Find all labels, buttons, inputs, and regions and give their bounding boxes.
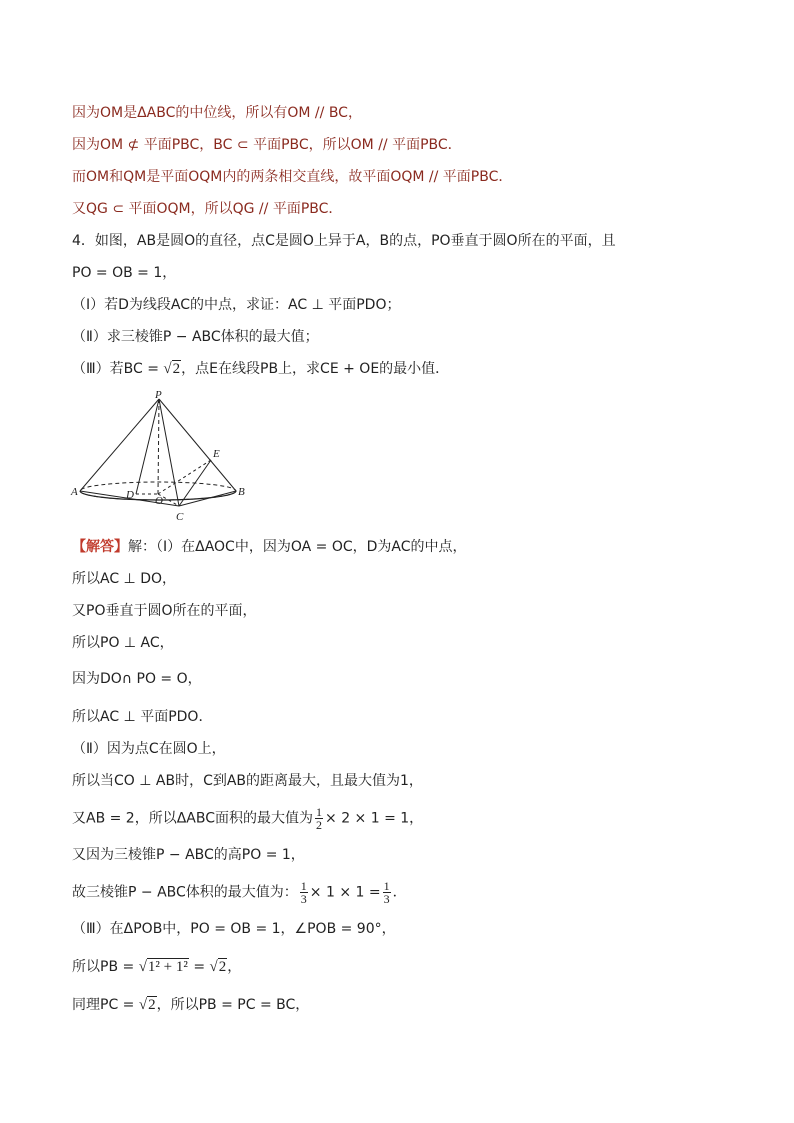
solution-s1: 解：（Ⅰ）在ΔAOC中，因为OA = OC，D为AC的中点， <box>128 539 467 555</box>
fraction-third-1 <box>300 880 308 905</box>
sqrt-2-radicand: 2 <box>172 361 181 377</box>
solution-line-6: 所以AC ⊥ 平面PDO． <box>72 709 213 725</box>
edge-PC <box>159 399 179 506</box>
solution-line-7: （Ⅱ）因为点C在圆O上， <box>72 741 226 757</box>
solution-line-4: 所以PO ⊥ AC， <box>72 635 174 651</box>
segment-OE <box>158 460 211 494</box>
label-C: C <box>176 511 184 523</box>
problem-part-1: （Ⅰ）若D为线段AC的中点，求证：AC ⊥ 平面PDO； <box>72 297 401 313</box>
problem-part-2: （Ⅱ）求三棱锥P − ABC体积的最大值； <box>72 329 319 345</box>
solution-line-2: 所以AC ⊥ DO， <box>72 571 177 587</box>
sqrt-2-symbol-b: √2 <box>209 959 227 975</box>
text-line-3: 而OM和QM是平面OQM内的两条相交直线，故平面OQM // 平面PBC． <box>72 169 513 185</box>
sqrt-2-symbol-c: √2 <box>138 997 156 1013</box>
edge-PA <box>80 399 159 491</box>
label-E: E <box>213 448 220 460</box>
label-P: P <box>155 390 162 401</box>
sqrt-2-radicand-c: 2 <box>148 997 156 1013</box>
problem-stem-b: PO = OB = 1， <box>72 265 177 281</box>
text-line-1: 因为OM是ΔABC的中位线，所以有OM // BC， <box>72 105 362 121</box>
part3-a: （Ⅲ）若BC = <box>72 361 164 377</box>
solution-line-12: （Ⅲ）在ΔPOB中，PO = OB = 1，∠POB = 90°， <box>72 921 396 937</box>
problem-part-3 <box>72 360 449 378</box>
solution-line-1 <box>72 538 467 556</box>
label-O: O <box>155 495 163 507</box>
sqrt-sum-radicand: 1² + 1² <box>147 959 188 975</box>
s14a: 同理PC = <box>72 997 139 1013</box>
sqrt-2-symbol: √2 <box>163 361 181 377</box>
third-2-denominator: 3 <box>383 892 390 906</box>
text-line-4: 又QG ⊂ 平面OQM，所以QG // 平面PBC． <box>72 201 343 217</box>
half-numerator: 1 <box>316 805 323 819</box>
solution-line-8: 所以当CO ⊥ AB时，C到AB的距离最大，且最大值为1， <box>72 773 423 789</box>
problem-stem-a: 如图，AB是圆O的直径，点C是圆O上异于A，B的点，PO垂直于圆O所在的平面，且 <box>94 233 616 249</box>
part3-b: ，点E在线段PB上，求CE + OE的最小值． <box>181 361 450 377</box>
solution-line-3: 又PO垂直于圆O所在的平面， <box>72 603 257 619</box>
label-D: D <box>126 489 134 501</box>
s11c: ． <box>392 884 407 901</box>
third-1-denominator: 3 <box>300 892 307 906</box>
half-denominator: 2 <box>316 818 323 832</box>
solution-label: 【解答】 <box>72 539 128 555</box>
solution-line-13 <box>72 958 241 976</box>
cone-figure <box>70 390 260 525</box>
problem-stem <box>72 232 616 250</box>
s11b: × 1 × 1 = <box>309 884 381 901</box>
s13a: 所以PB = <box>72 959 139 975</box>
fraction-half <box>315 806 323 831</box>
s13b: = <box>188 959 210 975</box>
edge-PO <box>158 399 159 494</box>
edge-PD <box>136 399 159 494</box>
third-2-numerator: 1 <box>383 879 390 893</box>
edge-PB <box>159 399 236 491</box>
label-A: A <box>71 486 78 498</box>
text-line-2: 因为OM ⊄ 平面PBC，BC ⊂ 平面PBC，所以OM // 平面PBC． <box>72 137 462 153</box>
s13c: ， <box>227 959 242 975</box>
s9b: × 2 × 1 = 1， <box>325 810 424 827</box>
fraction-third-2 <box>383 880 391 905</box>
solution-line-14 <box>72 996 309 1014</box>
solution-line-9 <box>72 806 423 831</box>
solution-line-10: 又因为三棱锥P − ABC的高PO = 1， <box>72 847 305 863</box>
solution-line-11 <box>72 880 407 905</box>
s9a: 又AB = 2，所以ΔABC面积的最大值为 <box>72 810 314 827</box>
s14b: ，所以PB = PC = BC， <box>156 997 310 1013</box>
third-1-numerator: 1 <box>300 879 307 893</box>
solution-line-5: 因为DO∩ PO = O， <box>72 671 202 687</box>
problem-number: 4． <box>72 233 95 249</box>
sqrt-2-radicand-b: 2 <box>218 959 227 975</box>
sqrt-sum-symbol: √1² + 1² <box>138 959 188 975</box>
s11a: 故三棱锥P − ABC体积的最大值为： <box>72 884 298 901</box>
label-B: B <box>238 486 245 498</box>
